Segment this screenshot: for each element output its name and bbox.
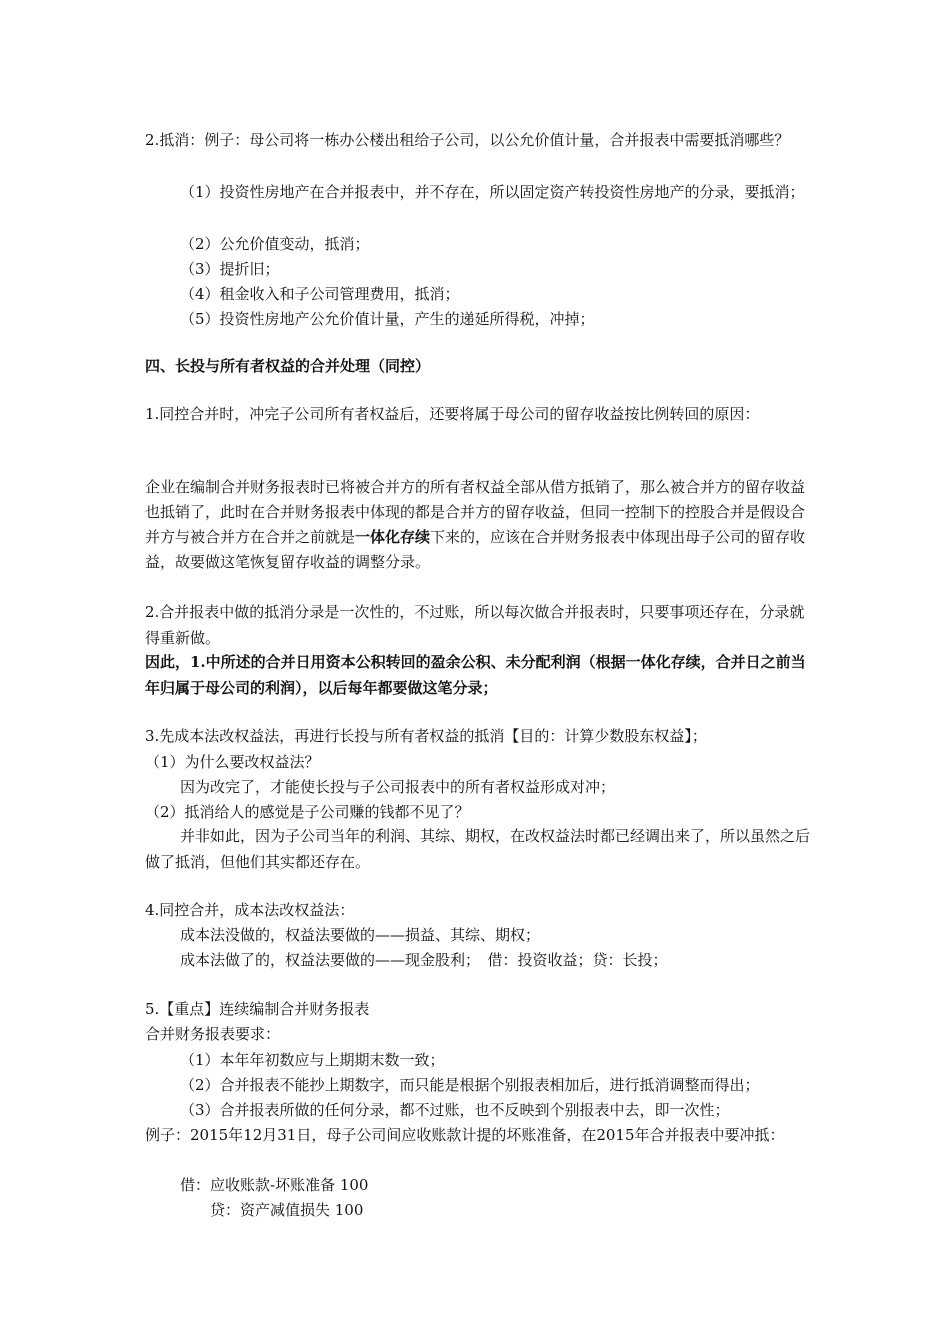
point-3-title: 3.先成本法改权益法，再进行长投与所有者权益的抵消【目的：计算少数股东权益】； (145, 727, 707, 745)
point-3-question-2: （2）抵消给人的感觉是子公司赚的钱都不见了？ (145, 803, 470, 821)
point-5-item-1: （1）本年年初数应与上期期末数一致； (180, 1051, 445, 1069)
point-5-title: 5.【重点】连续编制合并财务报表 (145, 1000, 370, 1018)
point-3-answer-1: 因为改完了，才能使长投与子公司报表中的所有者权益形成对冲； (180, 778, 616, 796)
point-1-body-a: 企业在编制合并财务报表时已将被合并方的所有者权益全部从借方抵销了，那么被合并方的留存收益也抵销了，此时在合并财务报表中体现的都是合并方的留存收益，但同一控制下的控股合并是假设合并方与被合并方在合并之前就是 (145, 478, 806, 546)
point-2-bold: 因此，1.中所述的合并日用资本公积转回的盈余公积、未分配利润（根据一体化存续，合并日之前当年归属于母公司的利润），以后每年都要做这笔分录； (145, 653, 806, 697)
point-1-title: 1.同控合并时，冲完子公司所有者权益后，还要将属于母公司的留存收益按比例转回的原因： (145, 405, 760, 423)
point-3-question-1: （1）为什么要改权益法？ (145, 753, 320, 771)
point-5-item-3: （3）合并报表所做的任何分录，都不过账，也不反映到个别报表中去，即一次性； (180, 1101, 730, 1119)
offset-item-4: （4）租金收入和子公司管理费用，抵消； (180, 285, 460, 303)
offset-item-1: （1）投资性房地产在合并报表中，并不存在，所以固定资产转投资性房地产的分录，要抵消； (180, 183, 805, 201)
point-4-line-1: 成本法没做的，权益法要做的——损益、其综、期权； (180, 926, 541, 944)
journal-credit: 贷：资产减值损失 100 (210, 1201, 364, 1219)
offset-item-2: （2）公允价值变动，抵消； (180, 235, 370, 253)
point-1-body-b: 下来的，应该在合并财务报表中体现出母子公司的留存收益，故要做这笔恢复留存收益的调整分录。 (145, 528, 806, 571)
point-5-example: 例子：2015年12月31日，母子公司间应收账款计提的坏账准备，在2015年合并报表中要冲抵： (145, 1126, 785, 1144)
offset-item-5: （5）投资性房地产公允价值计量，产生的递延所得税，冲掉； (180, 310, 595, 328)
point-1-body (145, 475, 810, 575)
point-5-item-2: （2）合并报表不能抄上期数字，而只能是根据个别报表相加后，进行抵消调整而得出； (180, 1076, 760, 1094)
offset-item-3: （3）提折旧； (180, 260, 280, 278)
point-2-title: 2.合并报表中做的抵消分录是一次性的，不过账，所以每次做合并报表时，只要事项还存在，分录就得重新做。 (145, 603, 805, 647)
offset-example-title: 2.抵消：例子：母公司将一栋办公楼出租给子公司，以公允价值计量，合并报表中需要抵消哪些？ (145, 131, 790, 149)
point-1-body-bold: 一体化存续 (355, 528, 431, 546)
journal-debit: 借：应收账款-坏账准备 100 (180, 1176, 369, 1194)
section-heading: 四、长投与所有者权益的合并处理（同控） (145, 357, 431, 375)
point-3-answer-2: 并非如此，因为子公司当年的利润、其综、期权，在改权益法时都已经调出来了，所以虽然之后做了抵消，但他们其实都还存在。 (145, 827, 811, 871)
point-4-title: 4.同控合并，成本法改权益法： (145, 901, 355, 919)
point-4-line-2: 成本法做了的，权益法要做的——现金股利； 借：投资收益；贷：长投； (180, 951, 668, 969)
point-5-requirements: 合并财务报表要求： (145, 1025, 281, 1043)
